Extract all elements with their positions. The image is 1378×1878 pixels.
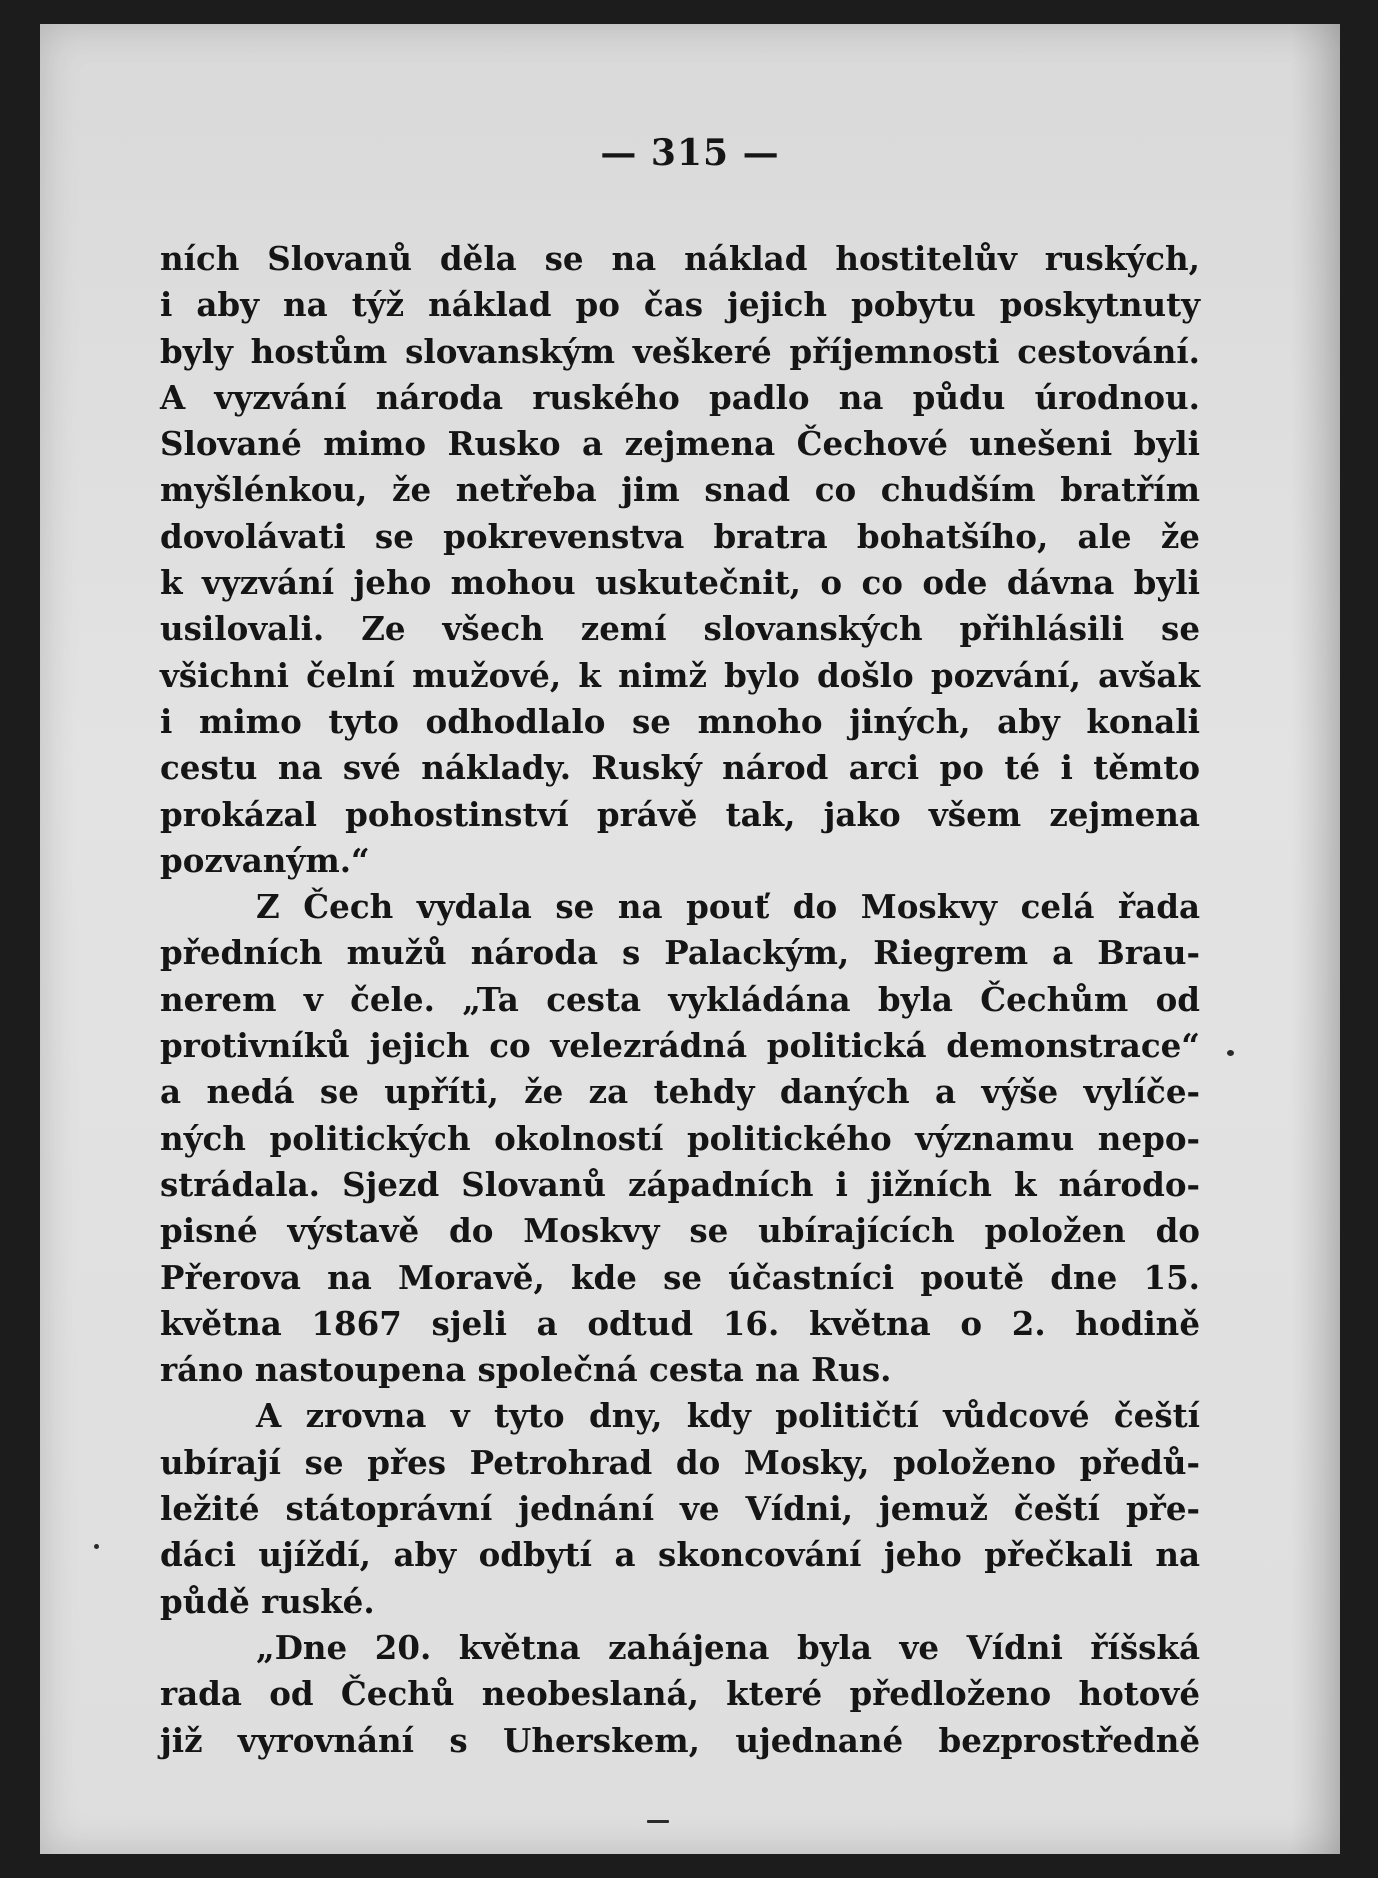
text-line: prokázal pohostinství právě tak, jako všem zejmena [160, 794, 1200, 834]
text-line: Přerova na Moravě, kde se účastníci poutě dne 15. [160, 1257, 1200, 1297]
book-page [40, 24, 1340, 1854]
page-edge-shadow [1290, 24, 1340, 1854]
text-line: dáci ujíždí, aby odbytí a skoncování jeho přečkali na [160, 1535, 1200, 1575]
text-line: května 1867 sjeli a odtud 16. května o 2. hodině [160, 1303, 1200, 1343]
text-line: A vyzvání národa ruského padlo na půdu úrodnou. [160, 377, 1200, 417]
text-line: myšlénkou, že netřeba jim snad co chudším bratřím [160, 470, 1200, 510]
ink-speck [94, 1544, 99, 1549]
text-line: nerem v čele. „Ta cesta vykládána byla Čechům od [160, 979, 1200, 1019]
text-line: ubírají se přes Petrohrad do Mosky, položeno předů- [160, 1442, 1200, 1482]
text-line: všichni čelní mužové, k nimž bylo došlo pozvání, avšak [160, 655, 1200, 695]
page-number: — 315 — [600, 132, 780, 174]
text-line: dovolávati se pokrevenstva bratra bohatšího, ale že [160, 516, 1200, 556]
text-line: Z Čech vydala se na pouť do Moskvy celá řada [256, 887, 1200, 927]
ink-speck [647, 1820, 669, 1823]
text-line: byly hostům slovanským veškeré příjemnosti cestování. [160, 331, 1200, 371]
text-line: pozvaným.“ [160, 840, 370, 880]
text-line: Slované mimo Rusko a zejmena Čechové unešeni byli [160, 424, 1200, 464]
text-line: ných politických okolností politického významu nepo- [160, 1118, 1200, 1158]
ink-speck [1227, 1050, 1234, 1056]
body-text [160, 236, 1200, 1764]
text-line: půdě ruské. [160, 1581, 375, 1621]
text-line: předních mužů národa s Palackým, Riegrem a Brau- [160, 933, 1200, 973]
text-line: i mimo tyto odhodlalo se mnoho jiných, aby konali [160, 701, 1200, 741]
text-line: ležité státoprávní jednání ve Vídni, jemuž čeští pře- [160, 1489, 1200, 1529]
text-line: a nedá se upříti, že za tehdy daných a výše vylíče- [160, 1072, 1200, 1112]
text-line: protivníků jejich co velezrádná politická demonstrace“ [160, 1026, 1200, 1066]
text-line: usilovali. Ze všech zemí slovanských přihlásili se [160, 609, 1200, 649]
text-line: k vyzvání jeho mohou uskutečnit, o co ode dávna byli [160, 563, 1200, 603]
text-line: pisné výstavě do Moskvy se ubírajících položen do [160, 1211, 1200, 1251]
text-line: „Dne 20. května zahájena byla ve Vídni říšská [256, 1627, 1200, 1667]
text-line: již vyrovnání s Uherskem, ujednané bezprostředně [160, 1720, 1200, 1760]
text-line: cestu na své náklady. Ruský národ arci po té i těmto [160, 748, 1200, 788]
text-line: strádala. Sjezd Slovanů západních i jižních k národo- [160, 1164, 1200, 1204]
text-line: i aby na týž náklad po čas jejich pobytu poskytnuty [160, 285, 1200, 325]
text-line: ráno nastoupena společná cesta na Rus. [160, 1350, 892, 1390]
text-line: ních Slovanů děla se na náklad hostitelův ruských, [160, 239, 1200, 278]
text-line: A zrovna v tyto dny, kdy političtí vůdcové čeští [256, 1396, 1200, 1436]
text-line: rada od Čechů neobeslaná, které předloženo hotové [160, 1674, 1200, 1714]
